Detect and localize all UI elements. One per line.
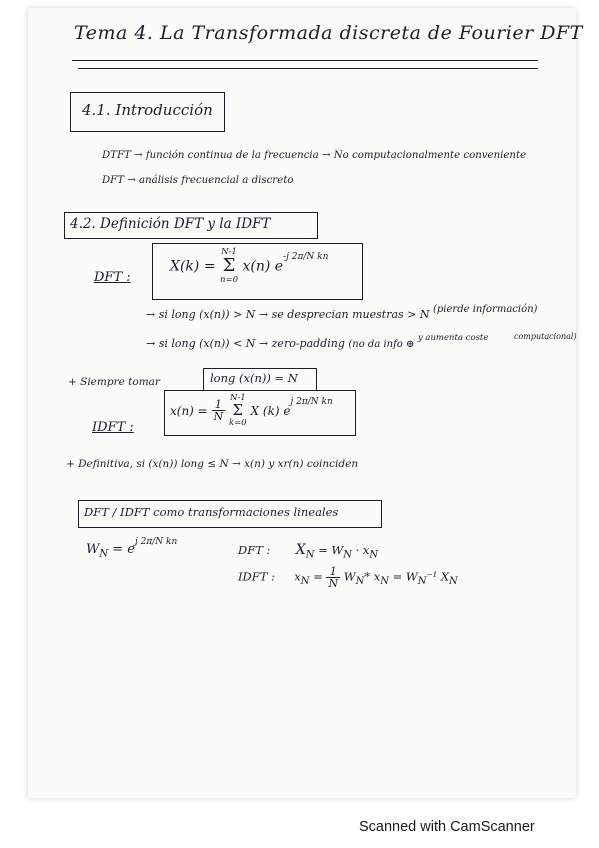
bullet2-text: → si long (x(n)) < N → zero-padding [146,337,345,350]
dft-row-w-sub: N [343,549,352,561]
dft-row-w: = W [314,543,344,557]
page-title: Tema 4. La Transformada discreta de Fourier DFT [74,22,583,44]
bullet2-note-c: computacional) [514,332,577,341]
sigma-symbol: Σ [232,400,244,419]
idft-row-frac-den: N [328,577,339,590]
title-underline-2 [78,68,538,69]
sigma-symbol: Σ [222,254,236,276]
idft-lhs: x(n) = [170,403,208,418]
idft-row-inv: ⁻¹ [426,569,438,584]
idft-row-x2-sub: N [380,575,389,587]
dft-lhs: X(k) = [170,258,216,275]
long-equals-n: long (x(n)) = N [210,371,298,385]
idft-fraction [212,399,226,422]
idft-sum-lower: k=0 [229,417,247,428]
wn-exponent: j 2π/N kn [134,537,178,547]
idft-formula [170,394,333,428]
section-4-1-heading: 4.1. Introducción [82,101,213,119]
section-4-2-heading: 4.2. Definición DFT y la IDFT [70,216,271,232]
bullet1-note: (pierde información) [433,304,538,315]
idft-row-end-sub: N [449,575,458,587]
intro-line-dtft: DTFT → función continua de la frecuencia → No computacionalmente conveniente [102,150,527,161]
dft-row-label: DFT : [238,543,271,557]
bullet-long-greater [146,304,538,321]
dft-row-x-sub: N [305,549,315,561]
section-linear-heading: DFT / IDFT como transformaciones lineales [84,505,339,519]
idft-row-x: x [294,569,301,584]
idft-row-conj: * x [364,569,381,584]
wn-equals: = e [108,542,135,557]
idft-row-w2-sub: N [417,575,427,587]
intro-line-dft: DFT → análisis frecuencial a discreto [102,175,294,186]
conclusion-line: + Definitiva, si (x(n)) long ≤ N → x(n) y xr(n) coinciden [66,458,359,470]
dft-matrix-row [238,542,378,560]
idft-row-w2: = W [388,569,418,584]
idft-row-label: IDFT : [238,569,275,584]
bullet2-note-b: y aumenta coste [417,333,489,343]
idft-row-eq: = [309,569,327,584]
idft-label: IDFT : [92,420,134,435]
idft-row-frac-num: 1 [326,566,340,578]
wn-symbol: W [86,542,100,557]
idft-matrix-row [238,566,458,589]
idft-exponent: j 2π/N kn [290,396,333,407]
title-underline-1 [72,60,538,61]
dft-row-end-sub: N [369,549,379,561]
always-take-label: + Siempre tomar [68,376,160,388]
idft-sum [229,394,247,428]
idft-sum-upper: N-1 [230,393,246,403]
bullet-long-less [146,333,489,350]
wn-subscript: N [99,548,109,560]
dft-exponent: -j 2π/N kn [283,252,329,263]
dft-formula [170,248,328,285]
scanner-watermark: Scanned with CamScanner [359,819,535,835]
dft-term: x(n) e [242,258,284,275]
bullet1-text: → si long (x(n)) > N → se desprecian muestras > N [146,308,430,321]
idft-row-x-sub: N [300,575,310,587]
dft-row-x: X [295,542,306,558]
idft-row-w-sub: N [355,575,365,587]
idft-row-end: X [437,569,450,584]
idft-term: X (k) e [250,403,291,418]
idft-row-frac [326,566,340,589]
dft-sum-upper: N-1 [221,247,237,257]
idft-row-w: W [343,569,356,584]
idft-frac-num: 1 [212,399,226,411]
dft-sum-lower: n=0 [220,274,239,285]
dft-row-end: · x [351,543,370,557]
dft-sum [220,248,238,285]
dft-label: DFT : [94,270,131,285]
idft-frac-den: N [213,410,224,424]
bullet2-note: (no da info ⊕ [348,339,415,350]
